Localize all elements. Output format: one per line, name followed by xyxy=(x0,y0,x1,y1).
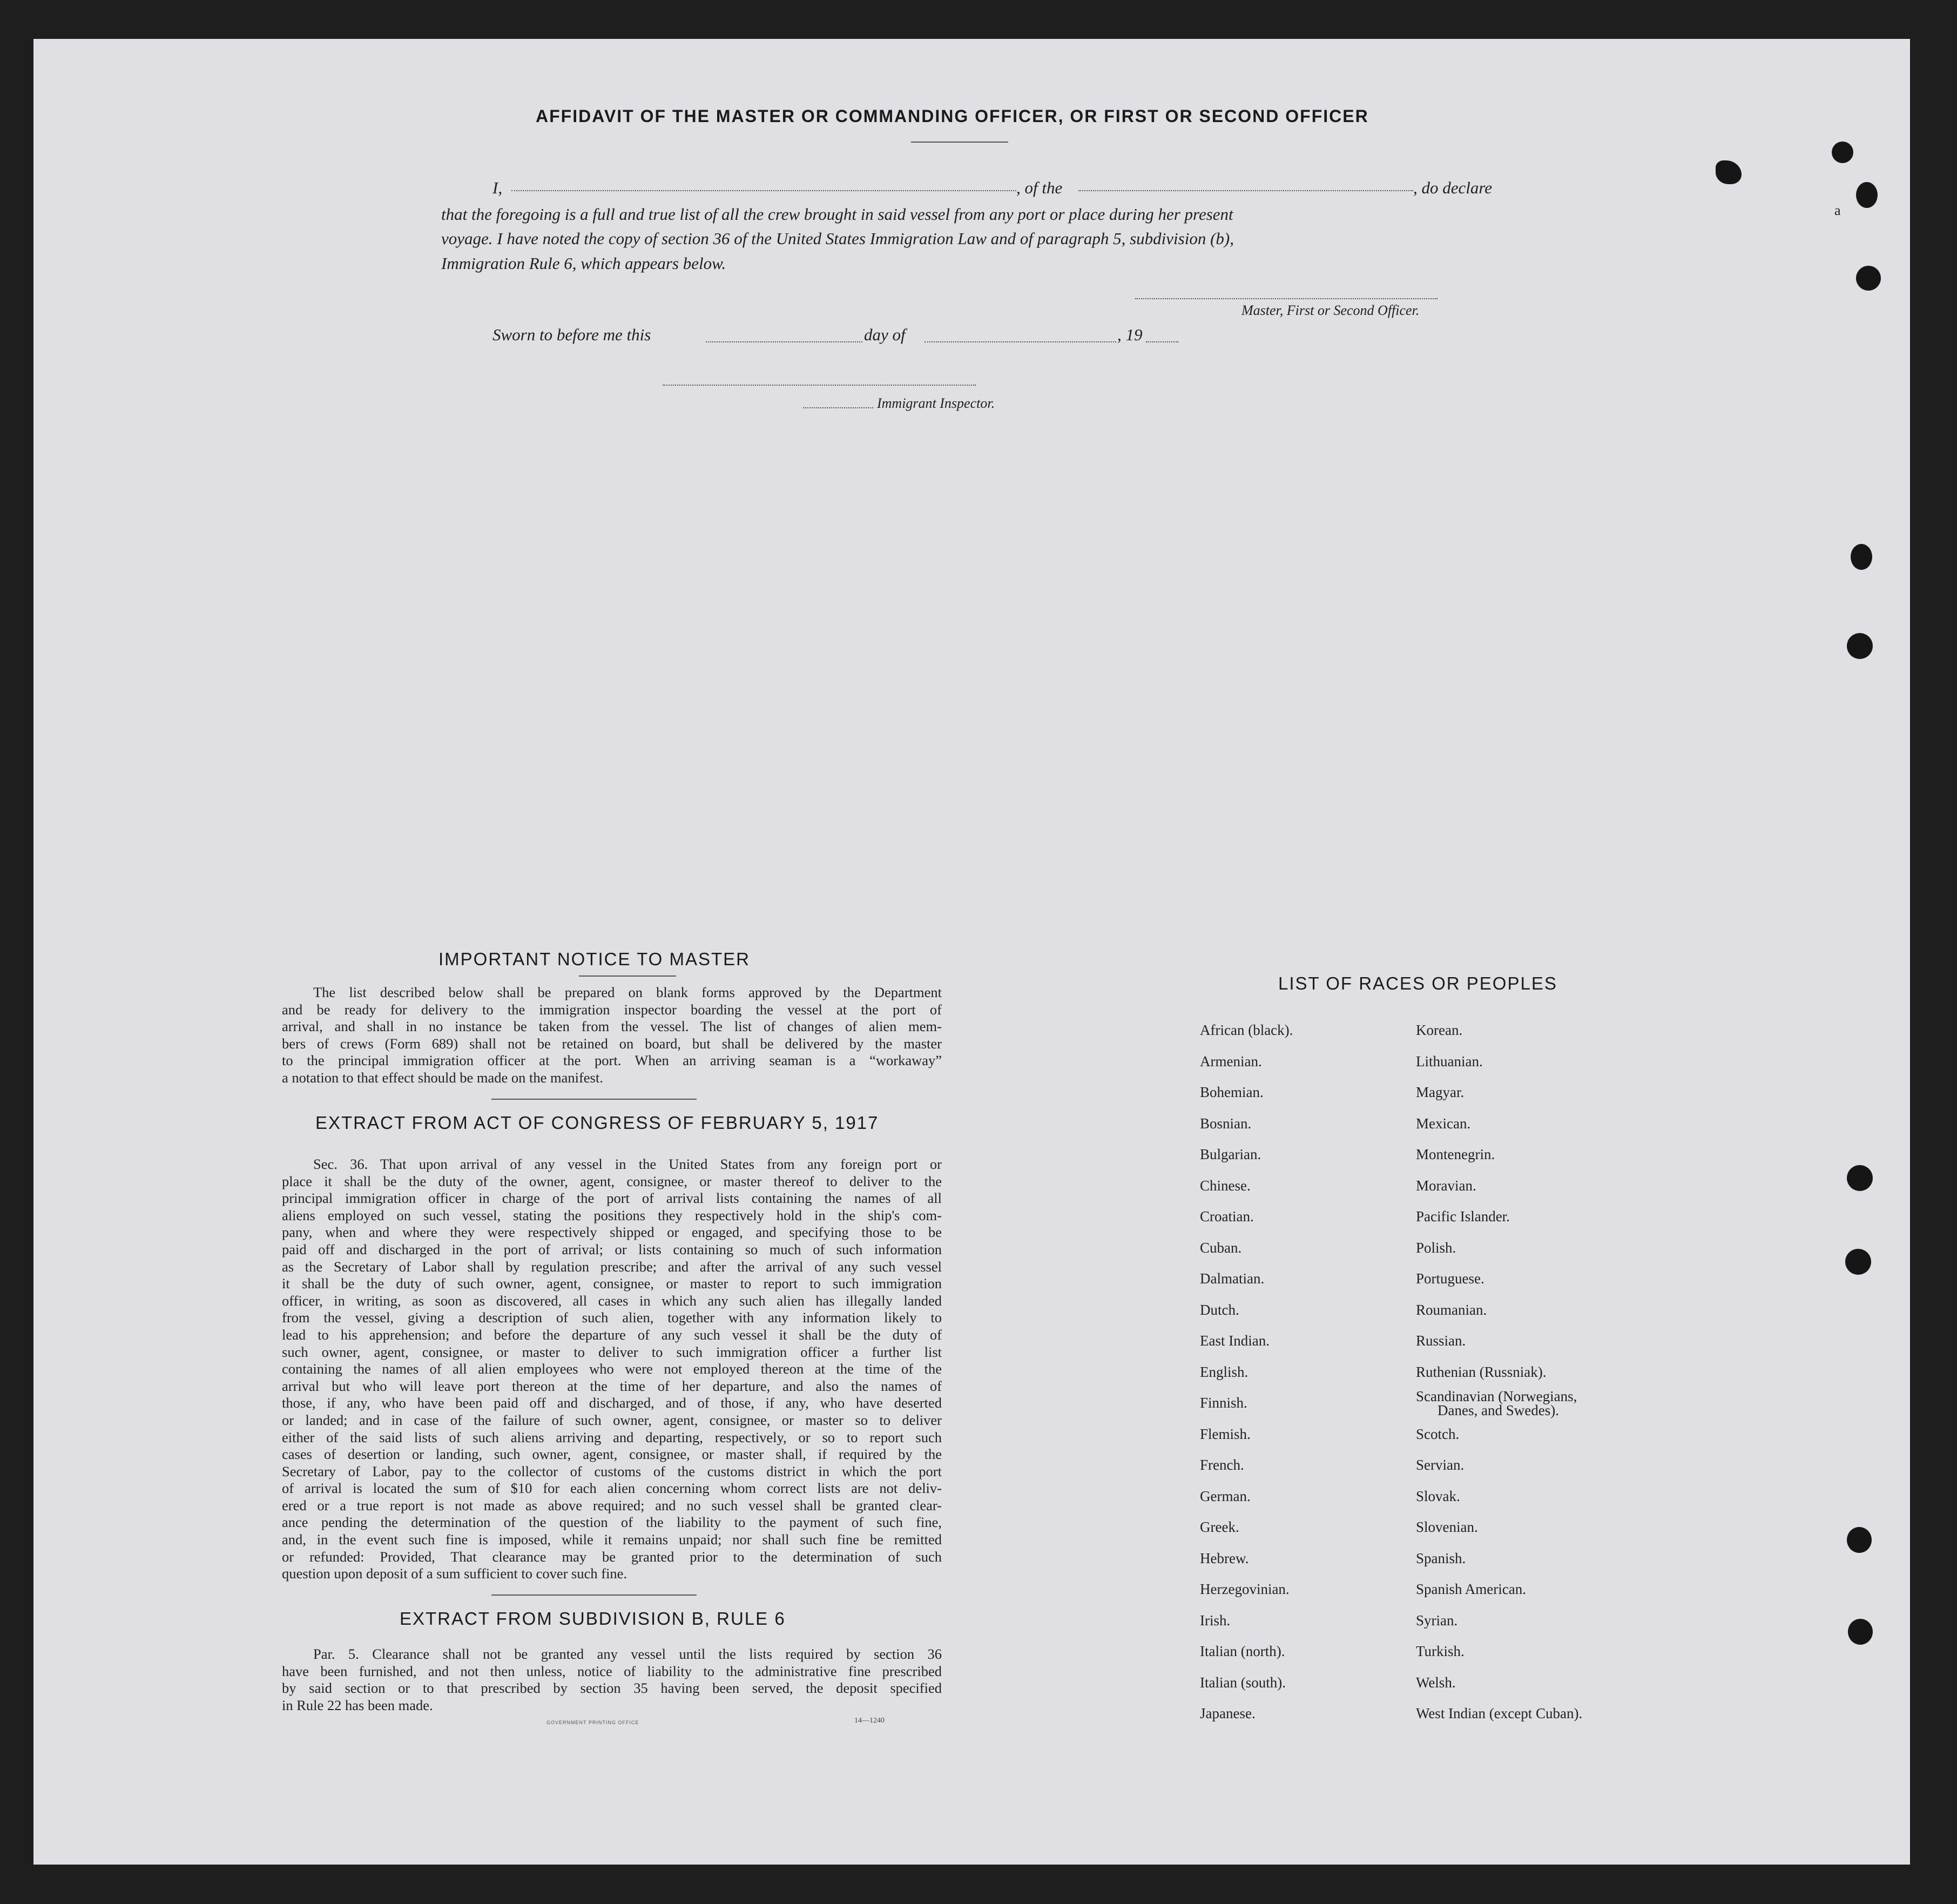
sworn-month-blank[interactable] xyxy=(924,341,1116,342)
race-item: Italian (north). xyxy=(1200,1643,1285,1659)
race-item: Polish. xyxy=(1416,1239,1456,1256)
notice-text: The list described below shall be prepared on blank forms approved by the Department and be ready for delivery to the immigration inspector boarding the vessel at the port of arrival, and shall in no instance be taken from the vessel. The list of changes of alien mem- bers of crews (Form 689) shall not be retained on board, but shall be delivered by the master to the principal immigration officer at the port. When an arriving seaman is a “workaway” a notation to that effect should be made on the manifest. xyxy=(282,984,942,1086)
race-item: African (black). xyxy=(1200,1022,1293,1038)
race-item: Syrian. xyxy=(1416,1612,1458,1629)
signature-blank[interactable] xyxy=(1135,298,1438,299)
act-line: ance pending the determination of the question of the liability to the payment of such fine, xyxy=(282,1514,942,1531)
notice-bottom-rule xyxy=(491,1099,697,1100)
affidavit-title-rule xyxy=(911,142,1008,143)
race-item: Russian. xyxy=(1416,1333,1466,1349)
year-label: , 19 xyxy=(1117,325,1143,344)
vessel-blank[interactable] xyxy=(1078,190,1413,191)
affidavit-i: I, xyxy=(492,178,503,197)
punch-hole xyxy=(1848,1619,1873,1645)
act-line: Sec. 36. That upon arrival of any vessel in the United States from any foreign port or xyxy=(313,1156,942,1172)
affidavit-title: AFFIDAVIT OF THE MASTER OR COMMANDING OFFICER, OR FIRST OR SECOND OFFICER xyxy=(536,106,1369,126)
act-line: cases of desertion or landing, such owner, agent, consignee, or master shall, if required by the xyxy=(282,1446,942,1463)
year-blank[interactable] xyxy=(1146,341,1178,342)
race-item: Korean. xyxy=(1416,1022,1463,1038)
punch-hole xyxy=(1847,633,1873,659)
form-number: 14—1240 xyxy=(854,1717,885,1725)
race-item: Ruthenian (Russniak). xyxy=(1416,1363,1547,1380)
act-line: such owner, agent, consignee, or master to deliver to such immigration officer a further list xyxy=(282,1343,942,1360)
act-line: or refunded: Provided, That clearance may be granted prior to the determination of such xyxy=(282,1548,942,1565)
race-item: Lithuanian. xyxy=(1416,1053,1483,1069)
race-item: English. xyxy=(1200,1363,1249,1380)
inspector-name-blank[interactable] xyxy=(803,407,873,408)
race-item: Dalmatian. xyxy=(1200,1270,1265,1287)
race-item: Dutch. xyxy=(1200,1301,1239,1318)
act-line: lead to his apprehension; and before the departure of any such vessel it shall be the duty of xyxy=(282,1326,942,1343)
race-item-continuation: Danes, and Swedes). xyxy=(1438,1402,1559,1418)
race-item: Chinese. xyxy=(1200,1177,1251,1194)
race-item: East Indian. xyxy=(1200,1333,1270,1349)
name-blank[interactable] xyxy=(511,190,1016,191)
sworn-day-blank[interactable] xyxy=(706,341,862,342)
affidavit-line-4: Immigration Rule 6, which appears below. xyxy=(441,254,726,273)
act-title: EXTRACT FROM ACT OF CONGRESS OF FEBRUARY 5, 1917 xyxy=(315,1113,879,1133)
act-line: from the vessel, giving a description of such alien, together with any information likely to xyxy=(282,1309,942,1326)
act-line: either of the said lists of such aliens arriving and departing, respectively, or so to report such xyxy=(282,1429,942,1445)
race-item: Scandinavian (Norwegians, xyxy=(1416,1388,1577,1404)
race-item: Finnish. xyxy=(1200,1395,1247,1411)
act-line: and, in the event such fine is imposed, while it remains unpaid; nor shall such fine be remitted xyxy=(282,1531,942,1548)
act-bottom-rule xyxy=(491,1594,697,1596)
rule-text: Par. 5. Clearance shall not be granted any vessel until the lists required by section 36 have been furnished, and not then unless, notice of liability to the administrative fine prescribed by said section or to that prescribed by section 35 having been served, the deposit specified in Rule 22 has been made. xyxy=(282,1646,942,1713)
race-item: Croatian. xyxy=(1200,1208,1254,1225)
printer-imprint: GOVERNMENT PRINTING OFFICE xyxy=(546,1720,639,1725)
act-line: pany, when and where they were respectively shipped or engaged, and specifying those to be xyxy=(282,1224,942,1241)
race-item: Bosnian. xyxy=(1200,1115,1252,1132)
act-line: paid off and discharged in the port of arrival; or lists containing so much of such information xyxy=(282,1241,942,1257)
act-line: or landed; and in case of the failure of such owner, agent, consignee, or master so to deliver xyxy=(282,1411,942,1428)
race-item: Mexican. xyxy=(1416,1115,1471,1132)
race-item: Slovak. xyxy=(1416,1488,1460,1504)
race-item: French. xyxy=(1200,1457,1244,1473)
act-line: arrival but who will leave port thereon at the time of her departure, and also the names of xyxy=(282,1377,942,1394)
act-line: ered or a true report is not made as above required; and no such vessel shall be granted clear- xyxy=(282,1497,942,1513)
race-item: Italian (south). xyxy=(1200,1674,1286,1691)
race-item: Irish. xyxy=(1200,1612,1231,1629)
affidavit-of-the: , of the xyxy=(1016,178,1063,197)
inspector-signature-blank[interactable] xyxy=(663,385,976,386)
act-line: officer, in writing, as soon as discovered, all cases in which any such alien has illegally landed xyxy=(282,1292,942,1309)
act-line: of arrival is located the sum of $10 for each alien concerning whom correct lists are not deliv- xyxy=(282,1480,942,1497)
race-item: Bulgarian. xyxy=(1200,1146,1261,1162)
act-line: those, if any, who have been paid off and discharged, and of those, if any, who have deserted xyxy=(282,1395,942,1411)
race-item: Japanese. xyxy=(1200,1705,1256,1721)
act-line: as the Secretary of Labor shall by regulation prescribe; and after the arrival of any such vessel xyxy=(282,1258,942,1275)
race-item: Flemish. xyxy=(1200,1425,1251,1442)
punch-hole xyxy=(1851,544,1872,570)
affidavit-line-2: that the foregoing is a full and true list of all the crew brought in said vessel from any port or place during her present xyxy=(441,205,1233,224)
race-item: Hebrew. xyxy=(1200,1550,1249,1566)
race-item: Scotch. xyxy=(1416,1425,1460,1442)
act-line: aliens employed on such vessel, stating the positions they respectively hold in the ship's com- xyxy=(282,1207,942,1223)
punch-hole xyxy=(1847,1165,1873,1191)
punch-hole xyxy=(1856,266,1881,291)
race-item: Moravian. xyxy=(1416,1177,1476,1194)
race-item: Greek. xyxy=(1200,1519,1239,1535)
act-text xyxy=(282,1156,942,1583)
signature-label: Master, First or Second Officer. xyxy=(1241,302,1420,318)
race-item: Montenegrin. xyxy=(1416,1146,1495,1162)
punch-hole xyxy=(1847,1527,1872,1553)
inspector-label: Immigrant Inspector. xyxy=(877,395,995,411)
race-item: Pacific Islander. xyxy=(1416,1208,1510,1225)
race-item: Bohemian. xyxy=(1200,1084,1264,1100)
race-item: Armenian. xyxy=(1200,1053,1262,1069)
race-item: Spanish. xyxy=(1416,1550,1466,1566)
act-line: principal immigration officer in charge of the port of arrival lists containing the names of all xyxy=(282,1190,942,1207)
race-item: Magyar. xyxy=(1416,1084,1465,1100)
rule-title: EXTRACT FROM SUBDIVISION B, RULE 6 xyxy=(400,1609,786,1629)
affidavit-do-declare: , do declare xyxy=(1413,178,1493,197)
race-item: Cuban. xyxy=(1200,1239,1242,1256)
notice-title: IMPORTANT NOTICE TO MASTER xyxy=(438,949,751,969)
punch-hole xyxy=(1856,182,1878,208)
act-line: Secretary of Labor, pay to the collector of customs of the customs district in which the port xyxy=(282,1463,942,1479)
race-item: Spanish American. xyxy=(1416,1581,1526,1597)
punch-hole xyxy=(1845,1249,1871,1275)
race-item: Herzegovinian. xyxy=(1200,1581,1290,1597)
affidavit-line-3: voyage. I have noted the copy of section 36 of the United States Immigration Law and of paragraph 5, subdivision (b), xyxy=(441,229,1234,248)
act-line: place it shall be the duty of the owner, agent, consignee, or master thereof to deliver to the xyxy=(282,1173,942,1189)
ink-blot xyxy=(1716,160,1742,184)
margin-mark: a xyxy=(1834,203,1841,218)
race-item: German. xyxy=(1200,1488,1251,1504)
sworn-label: Sworn to before me this xyxy=(492,325,651,344)
act-line: containing the names of all alien employees who were not employed thereon at the time of the xyxy=(282,1361,942,1377)
day-of-label: day of xyxy=(864,325,906,344)
race-item: Roumanian. xyxy=(1416,1301,1487,1318)
race-item: Turkish. xyxy=(1416,1643,1465,1659)
form-sheet xyxy=(33,39,1910,1865)
race-item: Servian. xyxy=(1416,1457,1465,1473)
race-item: West Indian (except Cuban). xyxy=(1416,1705,1583,1721)
race-item: Slovenian. xyxy=(1416,1519,1478,1535)
race-item: Welsh. xyxy=(1416,1674,1456,1691)
races-title: LIST OF RACES OR PEOPLES xyxy=(1278,973,1557,993)
race-item: Portuguese. xyxy=(1416,1270,1484,1287)
act-line: it shall be the duty of such owner, agent, consignee, or master to report to such immigration xyxy=(282,1275,942,1292)
notice-rule xyxy=(579,975,676,977)
punch-hole xyxy=(1832,142,1853,163)
act-line: question upon deposit of a sum sufficient to cover such fine. xyxy=(282,1565,627,1582)
